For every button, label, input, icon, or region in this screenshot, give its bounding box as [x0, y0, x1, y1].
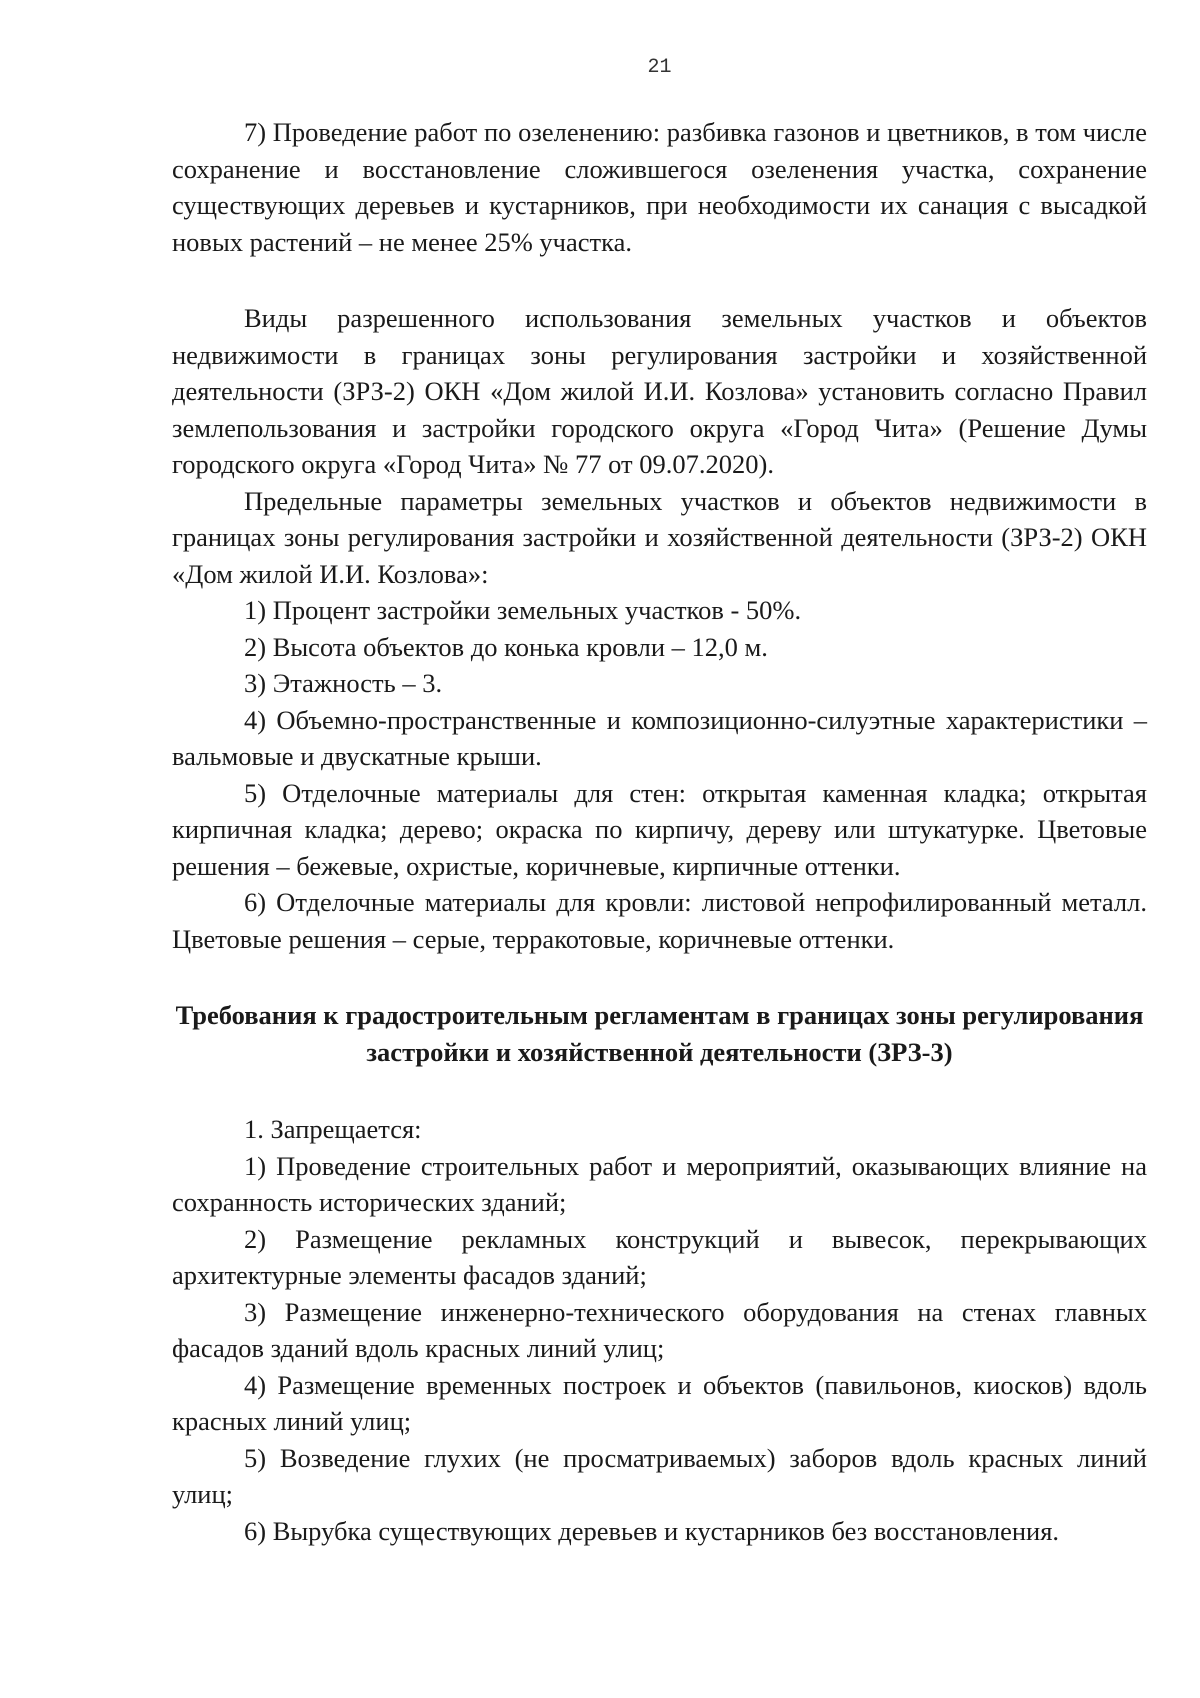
zrz3-item-1: 1) Проведение строительных работ и мероприятий, оказывающих влияние на сохранность исторических зданий;	[172, 1150, 1147, 1217]
limits-intro-paragraph: Предельные параметры земельных участков и объектов недвижимости в границах зоны регулирования застройки и хозяйственной деятельности (ЗРЗ-2) ОКН «Дом жилой И.И. Козлова»:	[172, 485, 1147, 589]
page-number: 21	[647, 56, 672, 79]
zrz2-item-2: 2) Высота объектов до конька кровли – 12,0 м.	[244, 631, 768, 662]
zrz3-item-6: 6) Вырубка существующих деревьев и кустарников без восстановления.	[244, 1515, 1060, 1546]
greening-paragraph: 7) Проведение работ по озеленению: разбивка газонов и цветников, в том числе сохранение и восстановление сложившегося озеленения участка, сохранение существующих деревьев и кустарников, при необходимости их санация с высадкой новых растений – не менее 25% участка.	[172, 117, 1147, 257]
zrz2-item-6: 6) Отделочные материалы для кровли: листовой непрофилированный металл. Цветовые решения – серые, терракотовые, коричневые оттенки.	[172, 887, 1147, 954]
zrz3-item-5: 5) Возведение глухих (не просматриваемых) заборов вдоль красных линий улиц;	[172, 1442, 1147, 1509]
prohibited-title: 1. Запрещается:	[244, 1114, 422, 1144]
zrz2-item-4: 4) Объемно-пространственные и композиционно-силуэтные характеристики – вальмовые и двускатные крыши.	[172, 704, 1147, 771]
zrz2-item-1: 1) Процент застройки земельных участков - 50%.	[244, 595, 802, 625]
zrz2-item-5: 5) Отделочные материалы для стен: открытая каменная кладка; открытая кирпичная кладка; дерево; окраска по кирпичу, дереву или штукатурке. Цветовые решения – бежевые, охристые, коричневые, кирпичные оттенки.	[172, 777, 1147, 881]
zrz3-item-2: 2) Размещение рекламных конструкций и вывесок, перекрывающих архитектурные элементы фасадов зданий;	[172, 1223, 1147, 1290]
permitted-use-paragraph: Виды разрешенного использования земельных участков и объектов недвижимости в границах зоны регулирования застройки и хозяйственной деятельности (ЗРЗ-2) ОКН «Дом жилой И.И. Козлова» установить согласно Правил землепользования и застройки городского округа «Город Чита» (Решение Думы городского округа «Город Чита» № 77 от 09.07.2020).	[172, 303, 1147, 479]
zrz2-item-3: 3) Этажность – 3.	[244, 668, 443, 698]
zrz3-heading: Требования к градостроительным регламентам в границах зоны регулирования застройки и хозяйственной деятельности (ЗРЗ-3)	[175, 1000, 1144, 1067]
zrz3-item-3: 3) Размещение инженерно-технического оборудования на стенах главных фасадов зданий вдоль красных линий улиц;	[172, 1296, 1147, 1363]
zrz3-item-4: 4) Размещение временных построек и объектов (павильонов, киосков) вдоль красных линий улиц;	[172, 1369, 1147, 1436]
document-body	[172, 114, 1147, 1549]
